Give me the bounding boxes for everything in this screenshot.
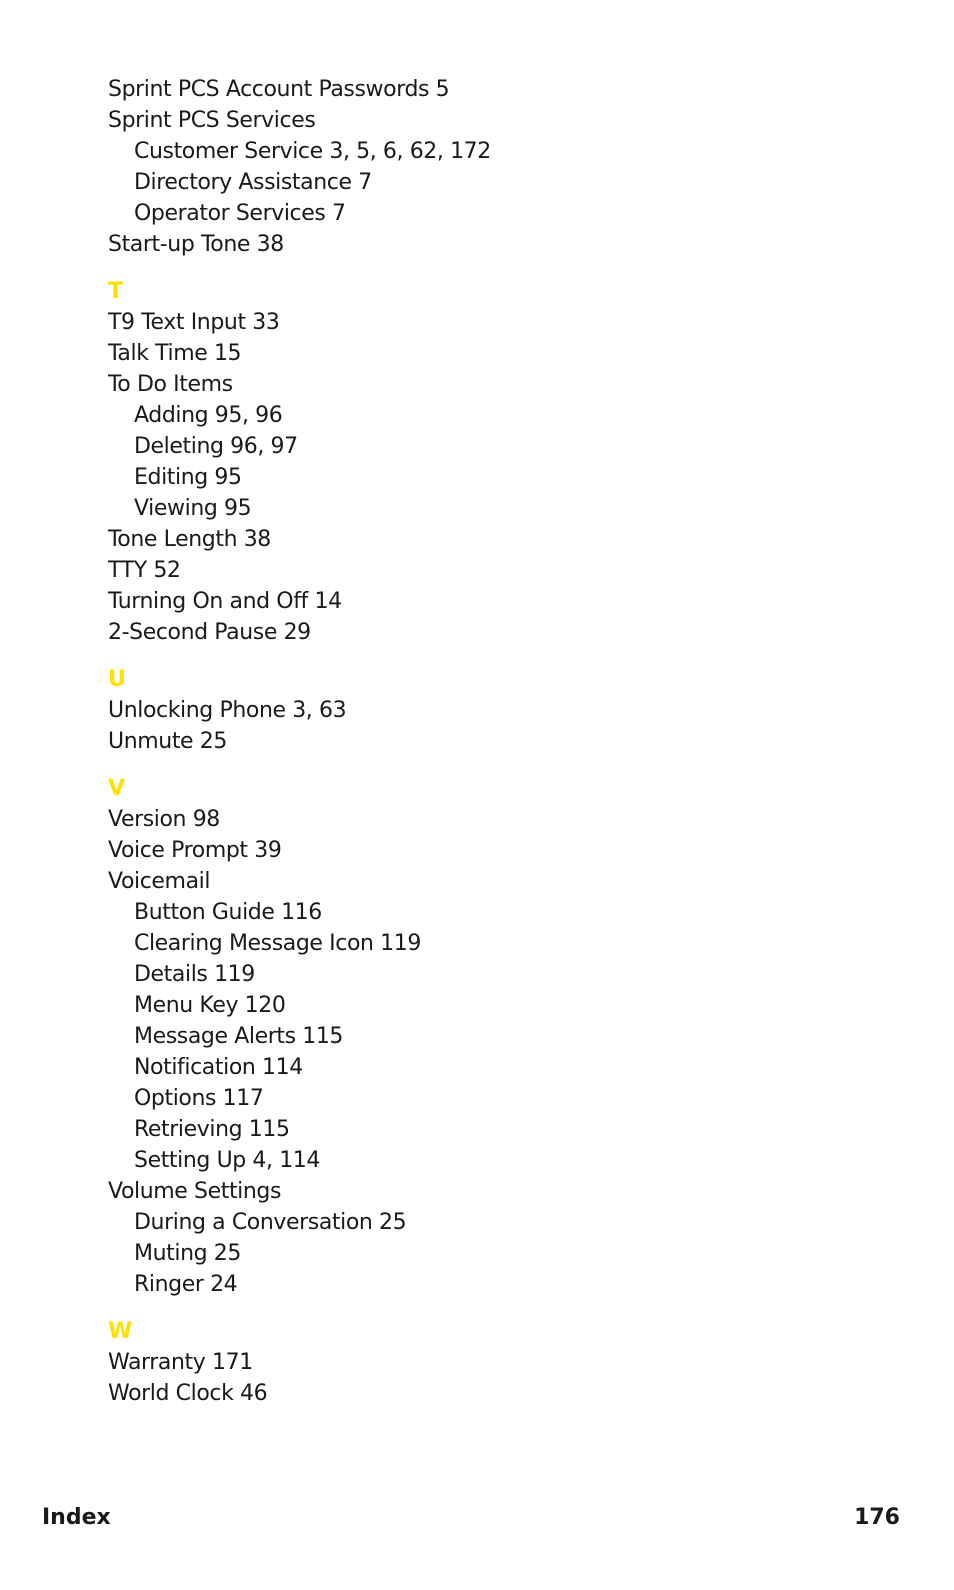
index-subentry: Retrieving 115 (134, 1117, 290, 1142)
index-letter-heading: W (108, 1319, 133, 1344)
index-entry: Warranty 171 (108, 1350, 253, 1375)
index-subentry: Message Alerts 115 (134, 1024, 344, 1049)
index-subentry: Ringer 24 (134, 1272, 238, 1297)
index-entry: To Do Items (108, 372, 233, 397)
index-subentry: Viewing 95 (134, 496, 252, 521)
index-subentry: Customer Service 3, 5, 6, 62, 172 (134, 139, 491, 164)
index-subentry: Notification 114 (134, 1055, 303, 1080)
index-subentry: Clearing Message Icon 119 (134, 931, 421, 956)
footer-page-number: 176 (854, 1505, 900, 1530)
index-subentry: Editing 95 (134, 465, 242, 490)
index-subentry: Setting Up 4, 114 (134, 1148, 321, 1173)
index-entry: Tone Length 38 (108, 527, 271, 552)
index-subentry: Operator Services 7 (134, 201, 346, 226)
index-entry: Start-up Tone 38 (108, 232, 284, 257)
index-entry: World Clock 46 (108, 1381, 268, 1406)
index-entry: Unlocking Phone 3, 63 (108, 698, 347, 723)
index-entry: T9 Text Input 33 (108, 310, 280, 335)
index-letter-heading: T (108, 279, 124, 304)
index-subentry: Adding 95, 96 (134, 403, 283, 428)
index-letter-heading: V (108, 776, 126, 801)
index-subentry: Directory Assistance 7 (134, 170, 372, 195)
index-entry: Volume Settings (108, 1179, 282, 1204)
index-entry: Voicemail (108, 869, 211, 894)
index-subentry: Menu Key 120 (134, 993, 286, 1018)
index-entry: Voice Prompt 39 (108, 838, 282, 863)
index-subentry: Options 117 (134, 1086, 264, 1111)
index-entry: TTY 52 (108, 558, 181, 583)
index-subentry: Button Guide 116 (134, 900, 322, 925)
index-subentry: During a Conversation 25 (134, 1210, 407, 1235)
footer-section-name: Index (42, 1505, 111, 1530)
index-letter-heading: U (108, 667, 126, 692)
index-subentry: Details 119 (134, 962, 255, 987)
index-entry: Sprint PCS Account Passwords 5 (108, 77, 450, 102)
index-subentry: Muting 25 (134, 1241, 241, 1266)
index-entry: Talk Time 15 (108, 341, 242, 366)
index-entry: 2-Second Pause 29 (108, 620, 311, 645)
index-entry: Sprint PCS Services (108, 108, 316, 133)
index-entry: Turning On and Off 14 (108, 589, 342, 614)
index-subentry: Deleting 96, 97 (134, 434, 298, 459)
index-entry: Version 98 (108, 807, 220, 832)
index-column (108, 74, 808, 1409)
index-entry: Unmute 25 (108, 729, 227, 754)
